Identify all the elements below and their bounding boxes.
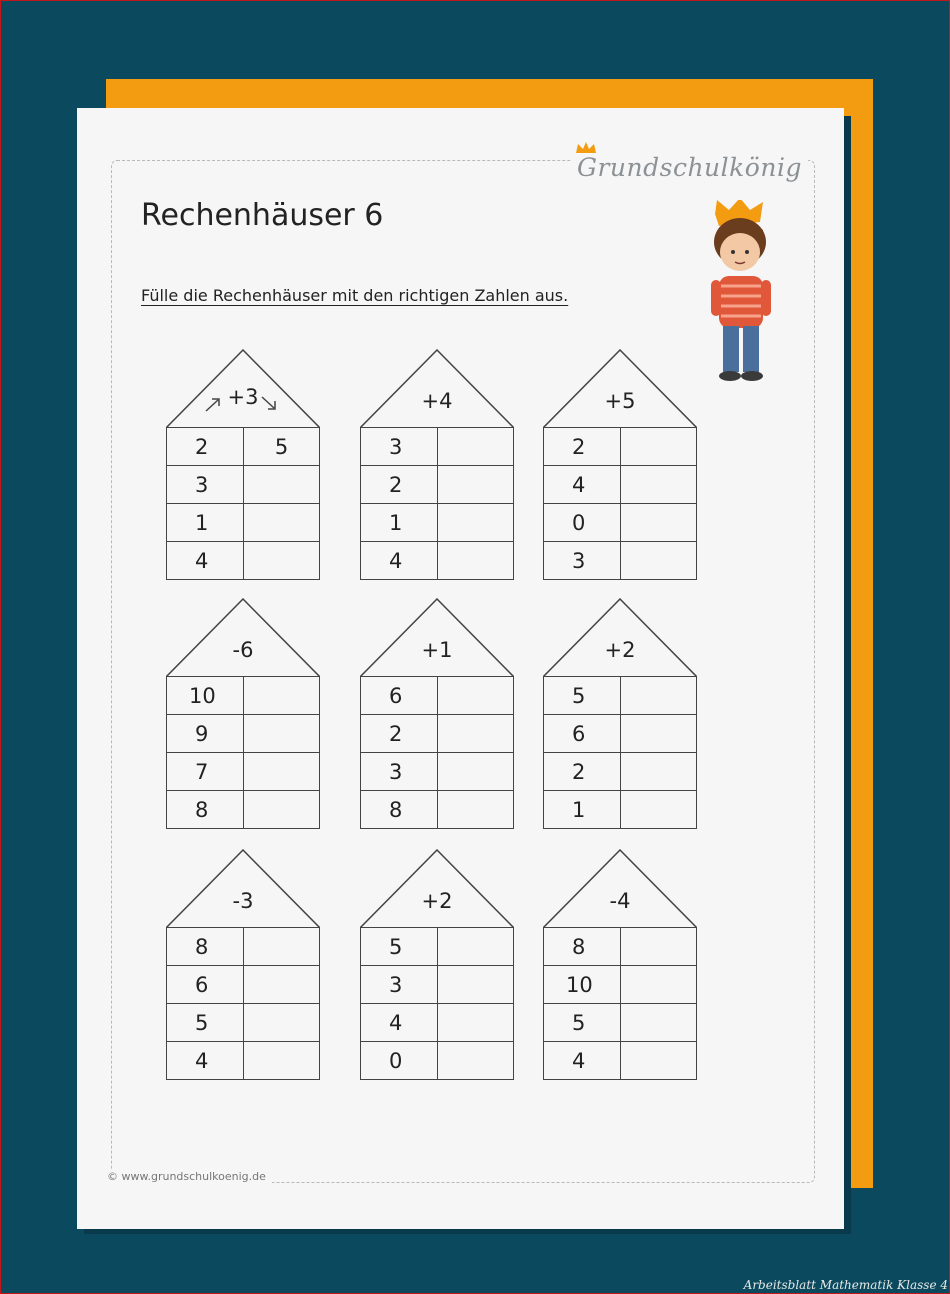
input-number: 2 [544, 428, 621, 466]
table-row [167, 715, 320, 753]
brand-logo [571, 142, 808, 182]
calculation-house [360, 349, 514, 573]
table-row [361, 677, 514, 715]
table-row [167, 542, 320, 580]
table-row [361, 428, 514, 466]
table-row [167, 791, 320, 829]
page-title: Rechenhäuser 6 [141, 198, 384, 233]
answer-cell[interactable] [621, 504, 697, 542]
table-row [361, 791, 514, 829]
answer-cell[interactable] [244, 791, 320, 829]
answer-cell[interactable] [438, 466, 514, 504]
house-operation: +2 [604, 638, 636, 662]
table-row [544, 753, 697, 791]
crown-icon [575, 142, 597, 154]
table-row [544, 1004, 697, 1042]
table-row [361, 715, 514, 753]
answer-cell[interactable]: 5 [244, 428, 320, 466]
house-table [360, 676, 514, 829]
answer-cell[interactable] [438, 428, 514, 466]
brand-name: Grundschulkönig [577, 153, 802, 182]
input-number: 6 [544, 715, 621, 753]
arrow-down-right-icon [260, 395, 282, 417]
input-number: 1 [361, 504, 438, 542]
input-number: 7 [167, 753, 244, 791]
answer-cell[interactable] [621, 753, 697, 791]
answer-cell[interactable] [438, 966, 514, 1004]
calculation-house [360, 598, 514, 822]
answer-cell[interactable] [438, 928, 514, 966]
calculation-house [543, 598, 697, 822]
house-table [543, 927, 697, 1080]
input-number: 5 [544, 677, 621, 715]
input-number: 5 [361, 928, 438, 966]
input-number: 3 [361, 753, 438, 791]
table-row [361, 753, 514, 791]
input-number: 3 [361, 966, 438, 1004]
answer-cell[interactable] [621, 791, 697, 829]
house-table [360, 927, 514, 1080]
input-number: 0 [544, 504, 621, 542]
answer-cell[interactable] [244, 1004, 320, 1042]
input-number: 5 [544, 1004, 621, 1042]
answer-cell[interactable] [438, 791, 514, 829]
answer-cell[interactable] [621, 1004, 697, 1042]
input-number: 5 [167, 1004, 244, 1042]
house-table [360, 427, 514, 580]
house-table [166, 927, 320, 1080]
input-number: 6 [167, 966, 244, 1004]
table-row [167, 428, 320, 466]
answer-cell[interactable] [621, 715, 697, 753]
table-row [544, 1042, 697, 1080]
input-number: 4 [167, 542, 244, 580]
house-table [543, 427, 697, 580]
answer-cell[interactable] [244, 715, 320, 753]
worksheet-page [77, 108, 844, 1229]
answer-cell[interactable] [438, 542, 514, 580]
table-row [361, 542, 514, 580]
answer-cell[interactable] [244, 677, 320, 715]
input-number: 6 [361, 677, 438, 715]
input-number: 8 [544, 928, 621, 966]
table-row [544, 428, 697, 466]
answer-cell[interactable] [621, 428, 697, 466]
arrow-up-right-icon [204, 395, 226, 417]
house-operation: -6 [232, 638, 254, 662]
input-number: 4 [544, 466, 621, 504]
answer-cell[interactable] [244, 542, 320, 580]
table-row [167, 504, 320, 542]
boy-illustration [705, 200, 785, 382]
answer-cell[interactable] [244, 504, 320, 542]
calculation-house [543, 349, 697, 573]
input-number: 9 [167, 715, 244, 753]
table-row [544, 504, 697, 542]
table-row [544, 791, 697, 829]
input-number: 2 [544, 753, 621, 791]
answer-cell[interactable] [621, 677, 697, 715]
table-row [544, 677, 697, 715]
answer-cell[interactable] [438, 753, 514, 791]
table-row [544, 966, 697, 1004]
answer-cell[interactable] [244, 1042, 320, 1080]
answer-cell[interactable] [438, 1004, 514, 1042]
table-row [167, 753, 320, 791]
input-number: 3 [544, 542, 621, 580]
input-number: 1 [167, 504, 244, 542]
input-number: 4 [167, 1042, 244, 1080]
answer-cell[interactable] [438, 715, 514, 753]
house-table [166, 676, 320, 829]
answer-cell[interactable] [244, 466, 320, 504]
table-row [361, 504, 514, 542]
house-table [543, 676, 697, 829]
answer-cell[interactable] [621, 928, 697, 966]
table-row [361, 1004, 514, 1042]
input-number: 4 [544, 1042, 621, 1080]
table-row [361, 966, 514, 1004]
answer-cell[interactable] [621, 542, 697, 580]
input-number: 0 [361, 1042, 438, 1080]
table-row [544, 928, 697, 966]
answer-cell[interactable] [621, 1042, 697, 1080]
input-number: 2 [167, 428, 244, 466]
answer-cell[interactable] [244, 928, 320, 966]
house-table [166, 427, 320, 580]
table-row [167, 928, 320, 966]
answer-cell[interactable] [621, 466, 697, 504]
input-number: 2 [361, 466, 438, 504]
table-row [167, 1042, 320, 1080]
table-row [361, 928, 514, 966]
house-operation: +5 [604, 389, 636, 413]
answer-cell[interactable] [621, 966, 697, 1004]
watermark: Arbeitsblatt Mathematik Klasse 4 [743, 1278, 948, 1292]
table-row [167, 966, 320, 1004]
answer-cell[interactable] [244, 966, 320, 1004]
house-operation: -4 [609, 889, 631, 913]
answer-cell[interactable] [438, 677, 514, 715]
answer-cell[interactable] [244, 753, 320, 791]
table-row [167, 677, 320, 715]
house-operation: +3 [227, 385, 259, 409]
input-number: 10 [544, 966, 621, 1004]
input-number: 10 [167, 677, 244, 715]
calculation-house [360, 849, 514, 1073]
house-operation: +4 [421, 389, 453, 413]
table-row [544, 466, 697, 504]
table-row [167, 466, 320, 504]
input-number: 3 [167, 466, 244, 504]
table-row [544, 715, 697, 753]
house-operation: +1 [421, 638, 453, 662]
calculation-house [166, 349, 320, 573]
input-number: 3 [361, 428, 438, 466]
answer-cell[interactable] [438, 504, 514, 542]
table-row [361, 466, 514, 504]
input-number: 4 [361, 1004, 438, 1042]
input-number: 8 [361, 791, 438, 829]
house-operation: +2 [421, 889, 453, 913]
calculation-house [166, 849, 320, 1073]
input-number: 1 [544, 791, 621, 829]
input-number: 2 [361, 715, 438, 753]
calculation-house [543, 849, 697, 1073]
calculation-house [166, 598, 320, 822]
answer-cell[interactable] [438, 1042, 514, 1080]
input-number: 4 [361, 542, 438, 580]
table-row [544, 542, 697, 580]
input-number: 8 [167, 928, 244, 966]
instruction-text: Fülle die Rechenhäuser mit den richtigen Zahlen aus. [141, 286, 569, 305]
table-row [167, 1004, 320, 1042]
footer-copyright: © www.grundschulkoenig.de [107, 1170, 272, 1183]
house-operation: -3 [232, 889, 254, 913]
input-number: 8 [167, 791, 244, 829]
table-row [361, 1042, 514, 1080]
